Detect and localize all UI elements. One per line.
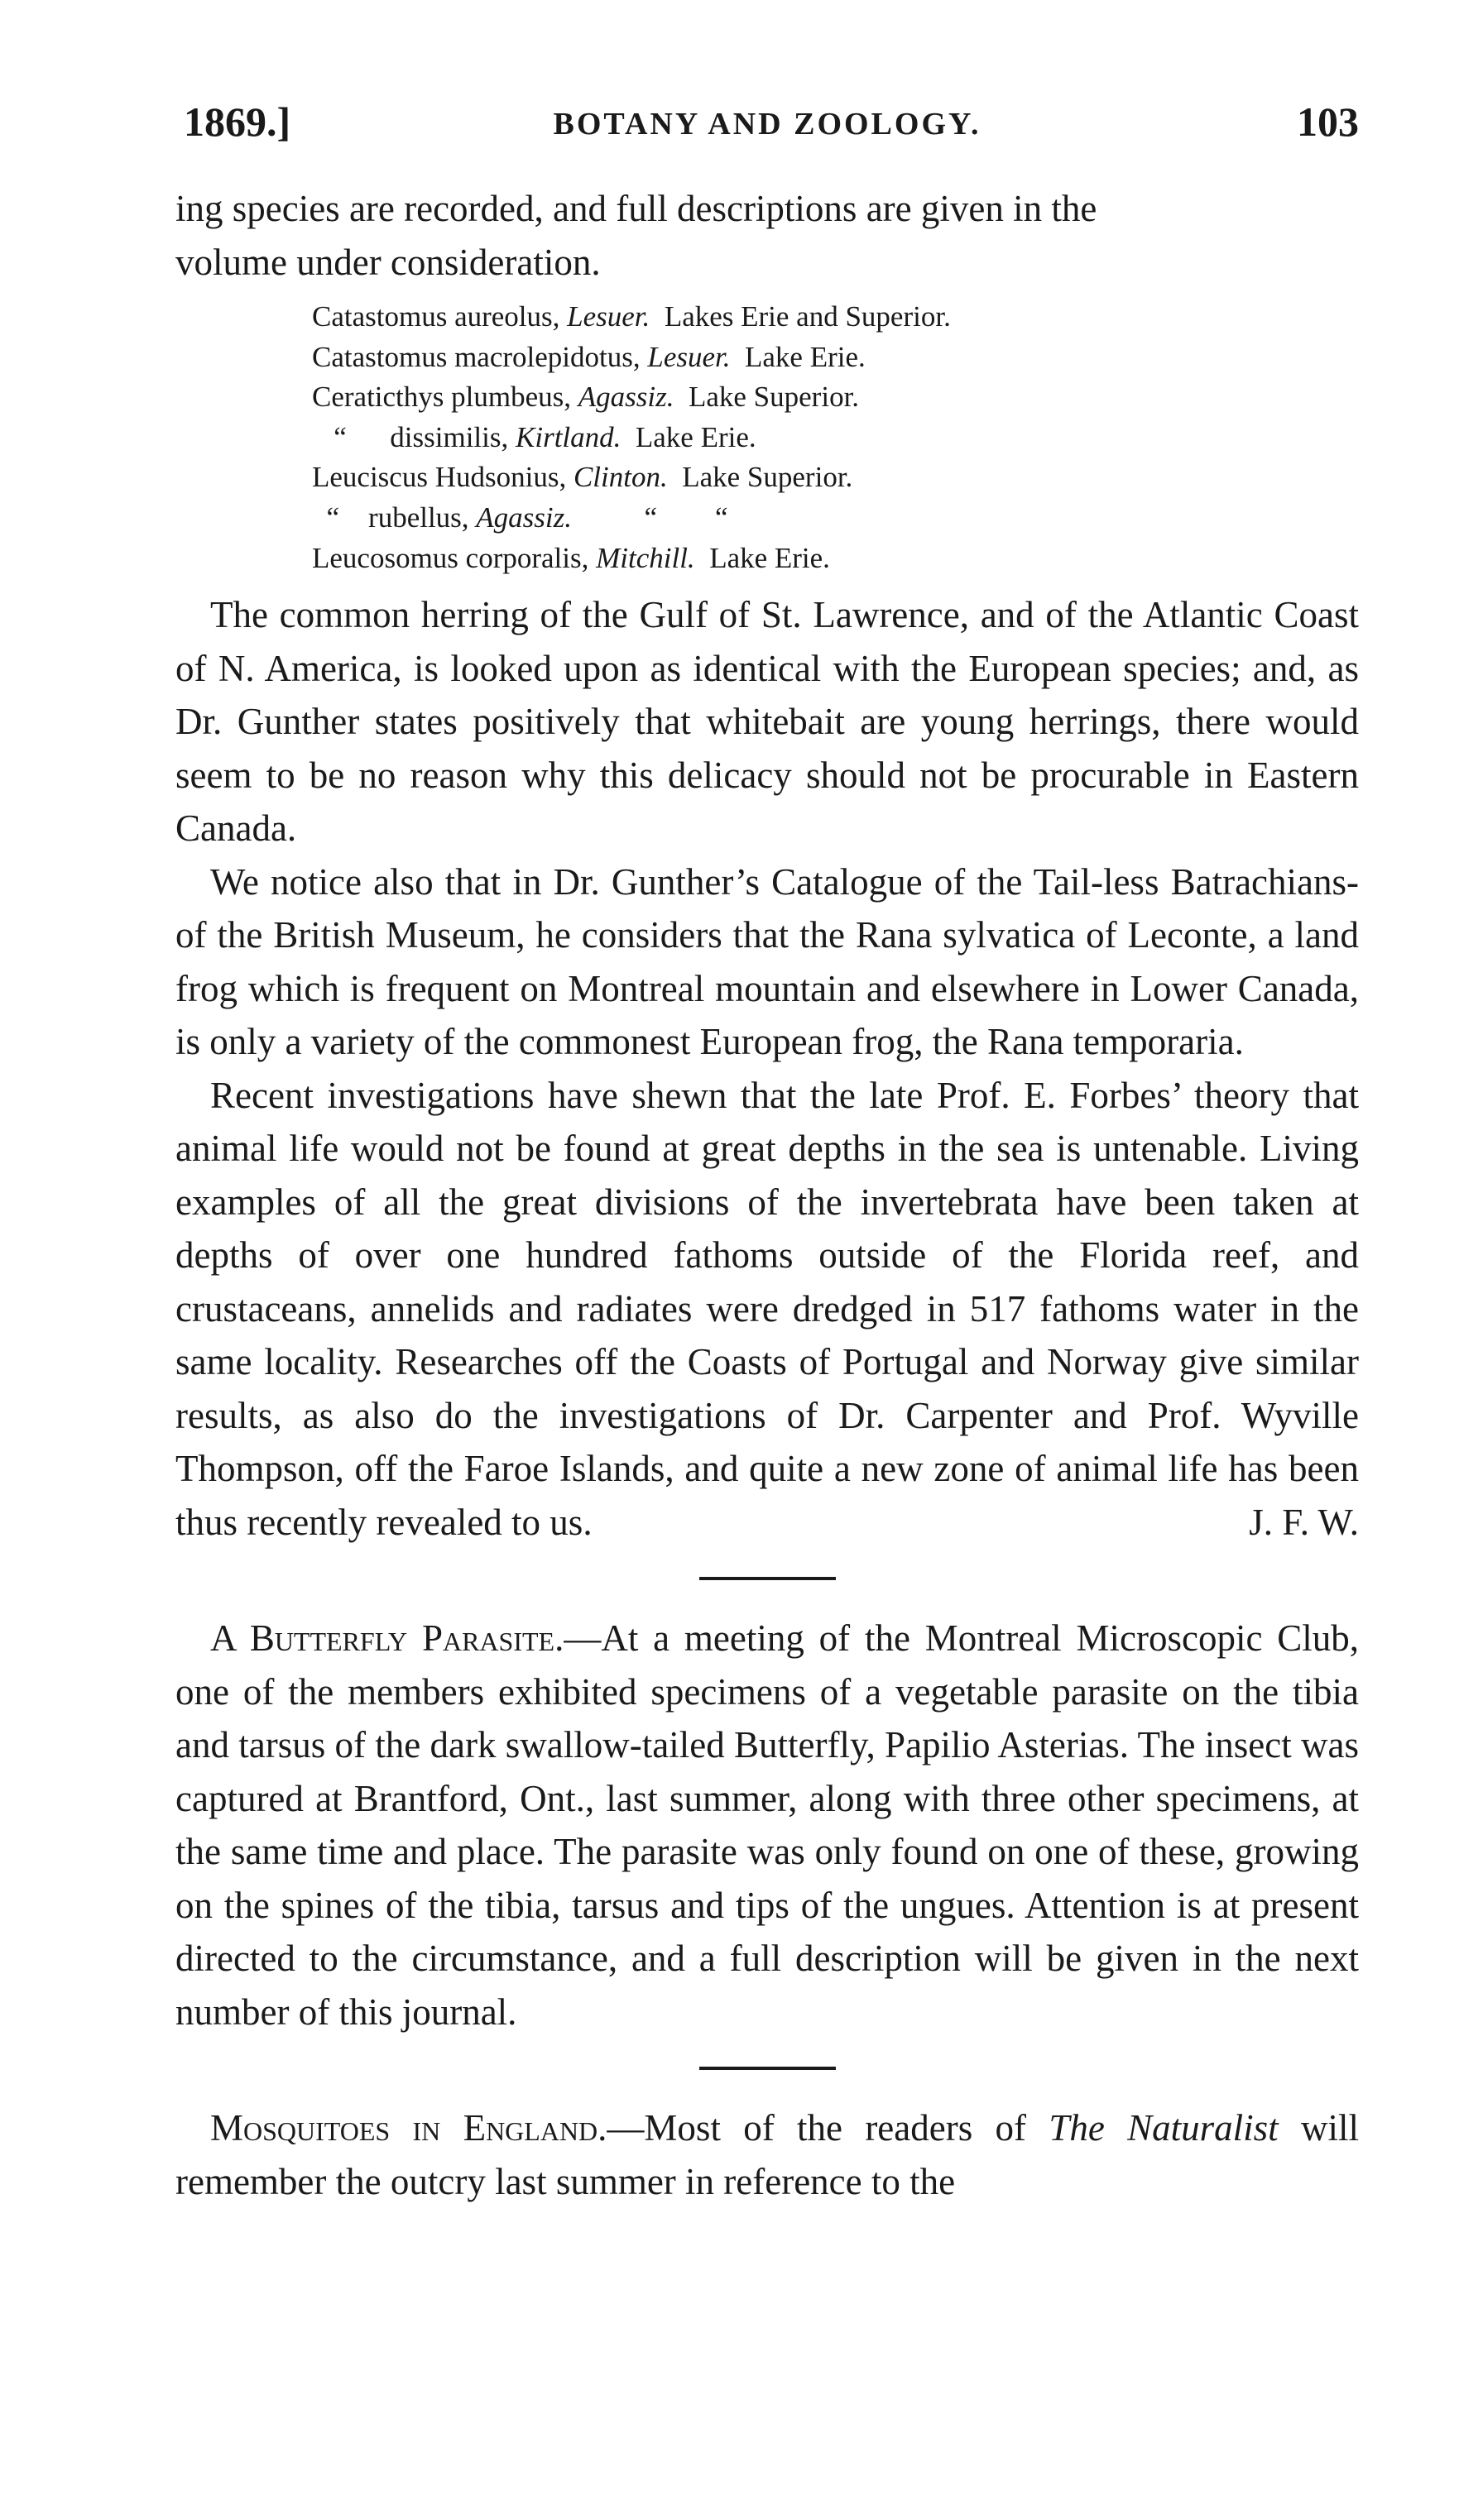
frog-paragraph: We notice also that in Dr. Gunther’s Catalogue of the Tail-less Batrachians-of the British Museum, he considers that the Rana sylvatica of Leconte, a land frog which is frequent on Montreal mountain and elsewhere in Lower Canada, is only a variety of the commonest European frog, the Rana temporaria. [175,860,1359,1063]
species-locality: Lakes Erie and Superior. [650,300,951,333]
species-row [312,297,1359,338]
butterfly-body: —At a meeting of the Montreal Microscopic Club, one of the members exhibited specimens of a vegetable parasite on the tibia and tarsus of the dark swallow-tailed Butterfly, Papilio Asterias. The insect was captured at Brantford, Ont., last summer, along with three other specimens, at the same time and place. The parasite was only found on one of these, growing on the spines of the tibia, tarsus and tips of the ungues. Attention is at present directed to the circumstance, and a full description will be given in the next number of this journal. [175,1617,1359,2033]
species-author: Agassiz. [476,501,573,534]
species-row [312,338,1359,378]
species-locality: Lake Erie. [621,420,756,453]
header-title: BOTANY AND ZOOLOGY. [553,107,981,141]
species-author: Lesuer. [647,340,731,373]
mosquitoes-body-start: —Most of the readers of [607,2107,1049,2149]
species-locality: Lake Superior. [667,461,853,494]
species-author: Clinton. [573,461,668,494]
author-signature: J. F. W. [1249,1501,1359,1543]
species-row [312,498,1359,539]
species-author: Lesuer. [567,300,650,333]
page-body [175,182,1359,2208]
mosquitoes-paragraph [175,2101,1359,2208]
species-locality: Lake Erie. [694,541,830,574]
forbes-paragraph [175,1069,1359,1550]
intro-line-2: volume under consideration. [175,241,601,283]
page-number: 103 [1297,98,1359,145]
species-name: Catastomus macrolepidotus, [312,340,648,373]
species-row [312,458,1359,498]
species-name: Ceraticthys plumbeus, [312,381,578,414]
journal-title: The Naturalist [1049,2107,1279,2149]
species-row [312,539,1359,579]
species-row [312,418,1359,458]
butterfly-heading: A Butterfly Parasite. [210,1617,564,1660]
species-name: “ dissimilis, [312,420,516,453]
intro-line-1: ing species are recorded, and full descriptions are given in the [175,188,1097,229]
intro-paragraph [175,182,1359,289]
section-divider [699,1577,836,1580]
butterfly-paragraph [175,1612,1359,2039]
species-locality: “ “ [572,501,728,534]
species-locality: Lake Erie. [730,340,866,373]
species-locality: Lake Superior. [674,381,860,414]
herring-paragraph: The common herring of the Gulf of St. Lawrence, and of the Atlantic Coast of N. America, is looked upon as identical with the European species; and, as Dr. Gunther states positively that whitebait are young herrings, there would seem to be no reason why this delicacy should not be procurable in Eastern Canada. [175,594,1359,850]
mosquitoes-heading: Mosquitoes in England. [210,2107,607,2149]
header-year: 1869.] [184,98,291,145]
species-author: Mitchill. [596,541,695,574]
species-name: Catastomus aureolus, [312,300,568,333]
mosquitoes-body-end: will remember the outcry last summer in reference to the [175,2107,1359,2202]
species-name: “ rubellus, [312,501,477,534]
species-author: Agassiz. [578,381,674,414]
species-row [312,377,1359,418]
species-author: Kirtland. [516,420,622,453]
species-name: Leuciscus Hudsonius, [312,461,574,494]
section-divider [699,2067,836,2070]
species-name: Leucosomus corporalis, [312,541,597,574]
forbes-text: Recent investigations have shewn that the late Prof. E. Forbes’ theory that animal life would not be found at great depths in the sea is untenable. Living examples of all the great divisions of the invertebrata have been taken at depths of over one hundred fathoms outside of the Florida reef, and crustaceans, annelids and radiates were dredged in 517 fathoms water in the same locality. Researches off the Coasts of Portugal and Norway give similar results, as also do the investigations of Dr. Carpenter and Prof. Wyville Thompson, off the Faroe Islands, and quite a new zone of animal life has been thus recently revealed to us. [175,1074,1359,1543]
running-header [175,98,1359,147]
species-list [312,297,1359,578]
